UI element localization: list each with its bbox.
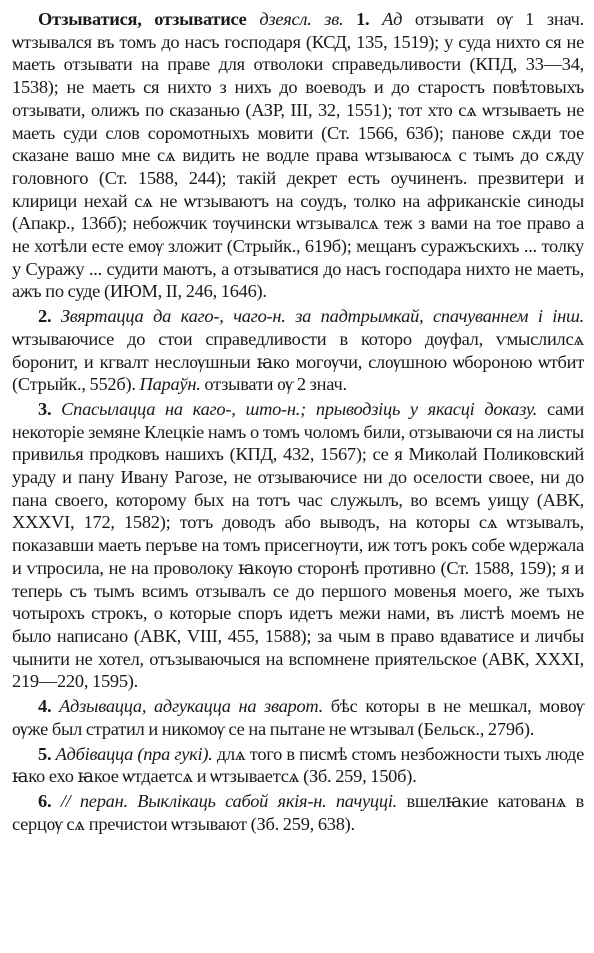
sense-citations: бѣс которы в не мешкал, мовѹ ѹже был стратил и никомѹ се на пытане не ѡтзывал (Бельск., 279б). <box>12 696 584 739</box>
sense-definition: Спасылацца на каго-, што-н.; прыводзіць у якасці доказу. <box>51 398 538 419</box>
entry-sense-1 <box>12 8 584 303</box>
sense-definition: // перан. Выклікаць сабой якія-н. пачуцці. <box>51 790 398 811</box>
entry-sense-3 <box>12 398 584 693</box>
sense-number: 2. <box>38 306 52 327</box>
sense-citations: сами некоторіе земяне Клецкіе намъ о томъ чоломъ били, отзываючи ся на листы привилья продковъ нашихъ (КПД, 432, 1567); се я Миколай Поликовский ураду и пану Ивану Рагозе, не отзываючисе ни до оселости своее, ни до пана своего, которому бых на тотъ час служылъ, во всемъ уищу (АВК, XXXVI, 172, 1582); тотъ доводъ або выводъ, на которы сѧ ѡтзывалъ, показавши маеть перъве на томъ присегнѹти, иж тотъ рокъ собе ѡдержала и ѵпросила, не на проволоку ꙗкѹю сторонѣ противно (Ст. 1588, 159); я и теперь съ тымъ всимъ отзывалъ се до першого мовенья моего, же тыхъ чотырохъ строкъ, о которые споръ идетъ межи нами, въ листѣ моемъ не было написано (АВК, VIII, 455, 1588); за чым в право вдаватисе и личбы чынити не хотел, отъзываючыся на вспомнене приятельское (АВК, XXXI, 219—220, 1595). <box>12 398 584 692</box>
headword: Отзыватися, отзыватисе <box>38 9 247 29</box>
entry-sense-5 <box>12 743 584 788</box>
grammar-label: дзеясл. зв. <box>246 9 344 29</box>
sense-citations: отзывати ѹ 1 знач. ѡтзывался въ томъ до насъ господаря (КСД, 135, 1519); у суда нихто ся не маеть отзывати на праве для отволоки справедьливости (КПД, 33—34, 1538); не маеть ся нихто з нихъ до воеводъ и до старостъ повѣтовыхъ отзывати, олижъ по сказанью (АЗР, III, 32, 1551); тот хто сѧ ѡтзываеть не маеть суди слов соромотныхъ мовити (Ст. 1566, 63б); панове сѫди тое сказане вашо мне сѧ видить не водле права ѡтзываюсѧ с тымъ до сѫду головного (Ст. 1588, 244); такій декрет есть оучиненъ. презвитери и клирици нехай сѧ не ѡтзываютъ на соудъ, толко на африканскіе синоды (Апакр., 136б); небожчик тѹчински ѡтзывалсѧ теж з вами на тое право а не хотѣли есте емѹ зложит (Стрыйк., 619б); мещанъ суражъскихъ ... толку у Суражу ... судити маютъ, а отзыватися до насъ господара нихто не маеть, ажъ по суде (ИЮМ, II, 246, 1646). <box>12 9 584 302</box>
sense-number: 6. <box>38 790 52 811</box>
reference-label: Параўн. <box>135 374 201 395</box>
sense-citations: вшелꙗкие катованѧ в серцѹ сѧ пречистои ѡтзывают (Зб. 259, 638). <box>12 790 584 834</box>
sense-definition: Адзывацца, адгукацца на зварот. <box>51 696 324 717</box>
sense-citations: длѧ того в писмѣ стомъ незбожности тыхъ люде ꙗко ехо ꙗкое ѡтдаетсѧ и ѡтзываетсѧ (Зб. 259, 150б). <box>12 743 584 787</box>
entry-sense-4 <box>12 695 584 740</box>
sense-number: 1. <box>356 9 370 29</box>
sense-number: 3. <box>38 398 52 419</box>
entry-sense-6 <box>12 790 584 835</box>
sense-number: 5. <box>38 743 52 764</box>
sense-number: 4. <box>38 696 52 717</box>
sense-definition: Адбівацца (пра гукі). <box>51 743 213 764</box>
sense-citations: ѡтзываючисе до стои справедливости в которо дѹфал, ѵмыслилсѧ боронит, и кгвалт неслѹшныи ꙗко могѹчи, слѹшною ѡбороною ѡтбит (Стрыйк., 552б). <box>12 328 584 395</box>
sense-definition: Ад <box>369 9 403 29</box>
entry-sense-2 <box>12 305 584 396</box>
reference-text: отзывати ѹ 2 знач. <box>200 374 347 395</box>
sense-definition: Звяртацца да каго-, чаго-н. за падтрымкай, спачуваннем і інш. <box>51 306 584 327</box>
